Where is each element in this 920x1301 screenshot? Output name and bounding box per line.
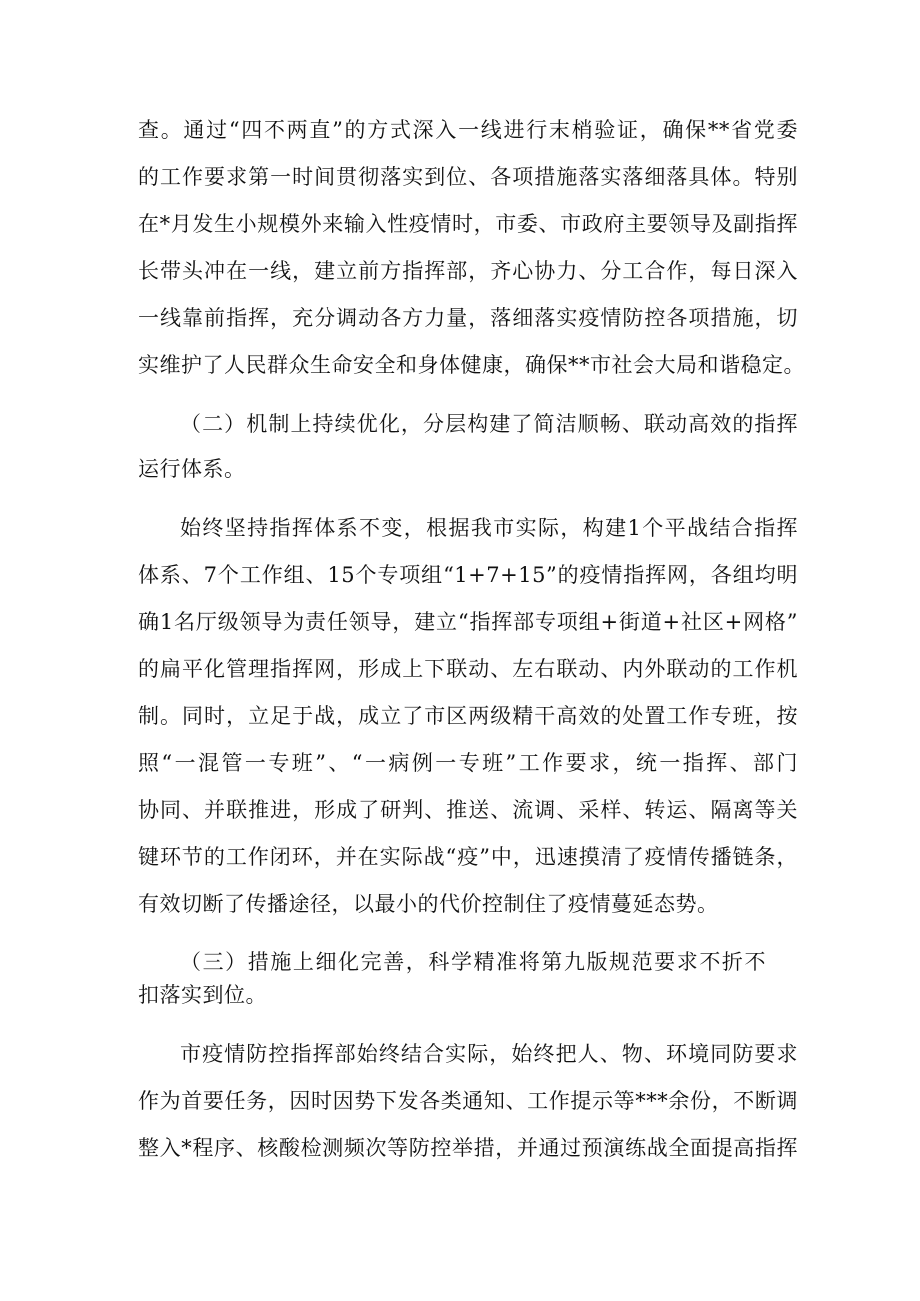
text-line: 作为首要任务，因时因势下发各类通知、工作提示等***余份，不断调 xyxy=(138,1089,798,1113)
text-line: 一线靠前指挥，充分调动各方力量，落细落实疫情防控各项措施，切 xyxy=(138,306,798,330)
text-line: 的扁平化管理指挥网，形成上下联动、左右联动、内外联动的工作机 xyxy=(138,657,798,681)
text-line: 键环节的工作闭环，并在实际战“疫”中，迅速摸清了疫情传播链条， xyxy=(138,845,798,869)
section-heading-2-cont: 运行体系。 xyxy=(138,457,246,481)
text-line: 实维护了人民群众生命安全和身体健康，确保**市社会大局和谐稳定。 xyxy=(138,353,805,377)
text-line: 查。通过“四不两直”的方式深入一线进行末梢验证，确保**省党委 xyxy=(138,118,798,142)
text-line: 协同、并联推进，形成了研判、推送、流调、采样、转运、隔离等关 xyxy=(138,798,798,822)
text-line: 在*月发生小规模外来输入性疫情时，市委、市政府主要领导及副指挥 xyxy=(138,212,798,236)
section-heading-2: （二）机制上持续优化，分层构建了简洁顺畅、联动高效的指挥 xyxy=(180,412,798,436)
text-line: 的工作要求第一时间贯彻落实到位、各项措施落实落细落具体。特别 xyxy=(138,165,798,189)
text-line: 照“一混管一专班”、“一病例一专班”工作要求，统一指挥、部门 xyxy=(138,751,798,775)
text-line: 长带头冲在一线，建立前方指挥部，齐心协力、分工合作，每日深入 xyxy=(138,259,798,283)
section-heading-3: （三）措施上细化完善，科学精准将第九版规范要求不折不 xyxy=(180,950,766,974)
text-line: 市疫情防控指挥部始终结合实际，始终把人、物、环境同防要求 xyxy=(180,1042,798,1066)
text-line: 体系、7个工作组、15个专项组“1+7+15”的疫情指挥网，各组均明 xyxy=(138,563,798,587)
text-line: 整入*程序、核酸检测频次等防控举措，并通过预演练战全面提高指挥 xyxy=(138,1136,798,1160)
text-line: 有效切断了传播途径，以最小的代价控制住了疫情蔓延态势。 xyxy=(138,892,719,916)
section-heading-3-cont: 扣落实到位。 xyxy=(138,983,267,1007)
text-line: 制。同时，立足于战，成立了市区两级精干高效的处置工作专班，按 xyxy=(138,704,798,728)
text-line: 确1名厅级领导为责任领导，建立“指挥部专项组+街道+社区+网格” xyxy=(138,610,798,634)
text-line: 始终坚持指挥体系不变，根据我市实际，构建1个平战结合指挥 xyxy=(180,516,798,540)
